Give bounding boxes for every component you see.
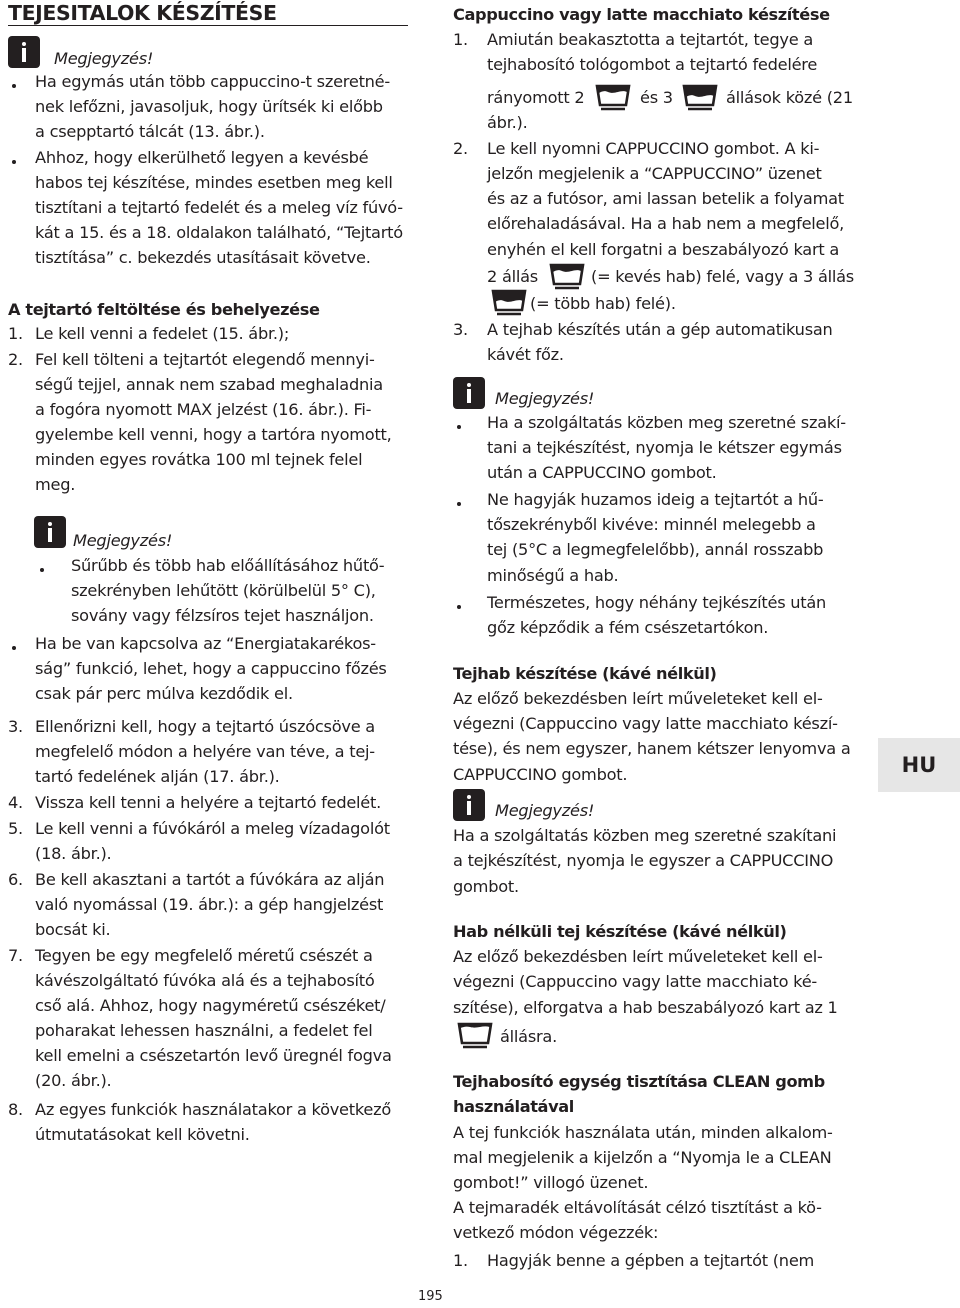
bullet-dot bbox=[12, 646, 16, 650]
text-line: tése), és nem egyszer, hanem kétszer lenyomva a bbox=[453, 739, 851, 758]
text-line: poharakat lehessen használni, a fedelet fel bbox=[35, 1021, 373, 1040]
text-line: bocsát ki. bbox=[35, 920, 111, 939]
text-line: előrehaladásával. Ha a hab nem a megfelelő, bbox=[487, 214, 845, 233]
text-line: a csepptartó tálcát (13. ábr.). bbox=[35, 122, 265, 141]
foam-cup-2-icon bbox=[549, 262, 585, 290]
step-number: 7. bbox=[8, 946, 23, 965]
text-line: gyelembe kell venni, hogy a tartóra nyomott, bbox=[35, 425, 392, 444]
text-line: Hagyják benne a gépben a tejtartót (nem bbox=[487, 1251, 815, 1270]
step-number: 2. bbox=[8, 350, 23, 369]
fill-heading: A tejtartó feltöltése és behelyezése bbox=[8, 300, 320, 319]
text-line: csak pár perc múlva kezdődik el. bbox=[35, 684, 293, 703]
text-line: és az a futósor, ami lassan betelik a folyamat bbox=[487, 189, 844, 208]
text-line: tejhabosító tológombot a tejtartó fedelére bbox=[487, 55, 818, 74]
text-line: ábr.). bbox=[487, 113, 528, 132]
text-line: Ha a szolgáltatás közben meg szeretné szakítani bbox=[453, 826, 837, 845]
text-line: Természetes, hogy néhány tejkészítés után bbox=[487, 593, 827, 612]
text-line: Ha be van kapcsolva az “Energiatakarékos- bbox=[35, 634, 376, 653]
text-line: és 3 bbox=[640, 88, 673, 107]
bullet-dot bbox=[12, 84, 16, 88]
text-line: A tejmaradék eltávolítását célzó tisztítást a kö- bbox=[453, 1198, 822, 1217]
note-label: Megjegyzés! bbox=[495, 389, 595, 408]
text-line: jelzőn megjelenik a “CAPPUCCINO” üzenet bbox=[487, 164, 822, 183]
text-line: szítése), elforgatva a hab beszabályozó kart az 1 bbox=[453, 998, 838, 1017]
text-line: kávét főz. bbox=[487, 345, 564, 364]
text-line: Le kell venni a fedelet (15. ábr.); bbox=[35, 324, 290, 343]
language-code: HU bbox=[901, 753, 937, 777]
section-title: TEJESITALOK KÉSZÍTÉSE bbox=[8, 1, 277, 25]
step-number: 3. bbox=[8, 717, 23, 736]
text-line: tisztítása” c. bekezdés utasításait követve. bbox=[35, 248, 371, 267]
step-number: 8. bbox=[8, 1100, 23, 1119]
text-line: ság” funkció, lehet, hogy a cappuccino főzés bbox=[35, 659, 387, 678]
foam-cup-3-icon bbox=[491, 288, 527, 316]
text-line: kávészolgáltató fúvóka alá és a tejhabosító bbox=[35, 971, 375, 990]
text-line: A tejhab készítés után a gép automatikusan bbox=[487, 320, 833, 339]
text-line: rányomott 2 bbox=[487, 88, 585, 107]
text-line: állásra. bbox=[500, 1027, 557, 1046]
step-number: 1. bbox=[453, 1251, 468, 1270]
text-line: (18. ábr.). bbox=[35, 844, 112, 863]
text-line: tőszekrényből kivéve: minnél melegebb a bbox=[487, 515, 816, 534]
bullet-dot bbox=[12, 160, 16, 164]
text-line: gőz képződik a fém csészetartókon. bbox=[487, 618, 769, 637]
step-number: 6. bbox=[8, 870, 23, 889]
text-line: Vissza kell tenni a helyére a tejtartó fedelét. bbox=[35, 793, 382, 812]
text-line: enyhén el kell forgatni a beszabályozó kart a bbox=[487, 240, 840, 259]
text-line: szekrényben lehűtött (körülbelül 5° C), bbox=[71, 581, 376, 600]
text-line: tej (5°C a legmegfelelőbb), annál rosszabb bbox=[487, 540, 824, 559]
note-label: Megjegyzés! bbox=[495, 801, 595, 820]
text-line: gombot. bbox=[453, 877, 519, 896]
text-line: tisztítani a tejtartó fedelét és a meleg víz fúvó- bbox=[35, 198, 403, 217]
text-line: kát a 15. és a 18. oldalakon található, “Tejtartó bbox=[35, 223, 403, 242]
text-line: minőségű a hab. bbox=[487, 566, 619, 585]
text-line: gombot!” villogó üzenet. bbox=[453, 1173, 649, 1192]
info-icon bbox=[8, 36, 40, 68]
text-line: habos tej készítése, mindes esetben meg kell bbox=[35, 173, 393, 192]
foam-cup-1-icon bbox=[457, 1021, 493, 1049]
froth-heading: Tejhab készítése (kávé nélkül) bbox=[453, 664, 717, 683]
text-line: végezni (Cappuccino vagy latte macchiato készí- bbox=[453, 714, 838, 733]
step-number: 2. bbox=[453, 139, 468, 158]
text-line: Ha a szolgáltatás közben meg szeretné szakí- bbox=[487, 413, 846, 432]
text-line: meg. bbox=[35, 475, 76, 494]
text-line: Ahhoz, hogy elkerülhető legyen a kevésbé bbox=[35, 148, 369, 167]
info-icon bbox=[453, 377, 485, 409]
text-line: végezni (Cappuccino vagy latte macchiato ké- bbox=[453, 972, 817, 991]
text-line: Ne hagyják huzamos ideig a tejtartót a hű- bbox=[487, 490, 824, 509]
text-line: minden egyes rovátka 100 ml tejnek felel bbox=[35, 450, 363, 469]
foam-cup-3-icon bbox=[682, 83, 718, 111]
text-line: Fel kell tölteni a tejtartót elegendő mennyi- bbox=[35, 350, 375, 369]
text-line: Az előző bekezdésben leírt műveleteket kell el- bbox=[453, 947, 823, 966]
text-line: Tegyen be egy megfelelő méretű csészét a bbox=[35, 946, 373, 965]
language-tab bbox=[878, 738, 960, 792]
text-line: mal megjelenik a kijelzőn a “Nyomja le a CLEAN bbox=[453, 1148, 832, 1167]
text-line: állások közé (21 bbox=[726, 88, 853, 107]
text-line: megfelelő módon a helyére van téve, a tej- bbox=[35, 742, 375, 761]
clean-heading-line-2: használatával bbox=[453, 1097, 574, 1116]
text-line: útmutatásokat kell követni. bbox=[35, 1125, 250, 1144]
info-icon bbox=[34, 516, 66, 548]
foam-cup-2-icon bbox=[595, 83, 631, 111]
text-line: való nyomással (19. ábr.): a gép hangjelzést bbox=[35, 895, 384, 914]
page-number: 195 bbox=[418, 1289, 443, 1304]
text-line: Ha egymás után több cappuccino-t szeretné- bbox=[35, 72, 390, 91]
clean-heading-line-1: Tejhabosító egység tisztítása CLEAN gomb bbox=[453, 1072, 825, 1091]
text-line: Le kell venni a fúvókáról a meleg vízadagolót bbox=[35, 819, 390, 838]
text-line: nek lefőzni, javasoljuk, hogy ürítsék ki előbb bbox=[35, 97, 383, 116]
bullet-dot bbox=[457, 502, 461, 506]
text-line: Az egyes funkciók használatakor a következő bbox=[35, 1100, 392, 1119]
text-line: A tej funkciók használata után, minden alkalom- bbox=[453, 1123, 833, 1142]
text-line: a fogóra nyomott MAX jelzést (16. ábr.). Fi- bbox=[35, 400, 372, 419]
cappuccino-heading: Cappuccino vagy latte macchiato készítése bbox=[453, 5, 830, 24]
bullet-dot bbox=[40, 568, 44, 572]
text-line: tani a tejkészítést, nyomja le kétszer egymás bbox=[487, 438, 842, 457]
bullet-dot bbox=[457, 605, 461, 609]
step-number: 1. bbox=[8, 324, 23, 343]
text-line: 2 állás bbox=[487, 267, 538, 286]
text-line: CAPPUCCINO gombot. bbox=[453, 765, 628, 784]
text-line: (20. ábr.). bbox=[35, 1071, 112, 1090]
step-number: 4. bbox=[8, 793, 23, 812]
text-line: kell emelni a csészetartón levő üregnél fogva bbox=[35, 1046, 392, 1065]
step-number: 3. bbox=[453, 320, 468, 339]
info-icon bbox=[453, 789, 485, 821]
text-line: vetkező módon végezzék: bbox=[453, 1223, 659, 1242]
text-line: Le kell nyomni CAPPUCCINO gombot. A ki- bbox=[487, 139, 820, 158]
note-label: Megjegyzés! bbox=[54, 49, 154, 68]
bullet-dot bbox=[457, 425, 461, 429]
text-line: Sűrűbb és több hab előállításához hűtő- bbox=[71, 556, 385, 575]
text-line: Az előző bekezdésben leírt műveleteket kell el- bbox=[453, 689, 823, 708]
text-line: (= kevés hab) felé, vagy a 3 állás bbox=[591, 267, 854, 286]
text-line: után a CAPPUCCINO gombot. bbox=[487, 463, 717, 482]
text-line: sovány vagy félzsíros tejet használjon. bbox=[71, 606, 374, 625]
text-line: ségű tejjel, annak nem szabad meghaladnia bbox=[35, 375, 383, 394]
text-line: cső alá. Ahhoz, hogy nagyméretű csészéket/ bbox=[35, 996, 386, 1015]
no-foam-heading: Hab nélküli tej készítése (kávé nélkül) bbox=[453, 922, 787, 941]
step-number: 1. bbox=[453, 30, 468, 49]
note-label: Megjegyzés! bbox=[73, 531, 173, 550]
text-line: a tejkészítést, nyomja le egyszer a CAPPUCCINO bbox=[453, 851, 834, 870]
text-line: Amiután beakasztotta a tejtartót, tegye a bbox=[487, 30, 813, 49]
text-line: tartó fedelének alján (17. ábr.). bbox=[35, 767, 280, 786]
title-rule bbox=[8, 25, 408, 26]
step-number: 5. bbox=[8, 819, 23, 838]
text-line: Ellenőrizni kell, hogy a tejtartó úszócsöve a bbox=[35, 717, 375, 736]
text-line: Be kell akasztani a tartót a fúvókára az alján bbox=[35, 870, 385, 889]
text-line: (= több hab) felé). bbox=[530, 294, 676, 313]
